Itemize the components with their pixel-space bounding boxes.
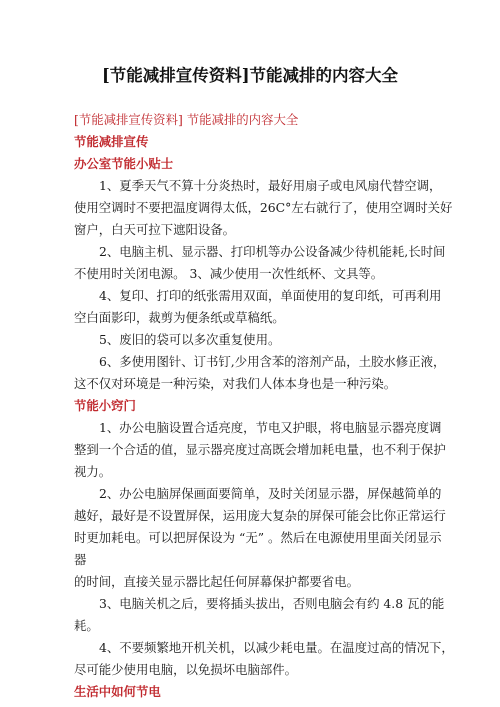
text-line: 使用空调时不要把温度调得太低，26C°左右就行了，使用空调时关好 [74,200,453,215]
document-title: [节能减排宣传资料]节能减排的内容大全 [101,66,399,85]
text-line: 4、复印、打印的纸张需用双面，单面使用的复印纸，可再利用 [99,288,442,303]
trick-paragraph-4 [74,637,454,681]
text-line: 这不仅对环境是一种污染，对我们人体本身也是一种污染。 [74,376,397,391]
tip-paragraph-4 [74,329,436,351]
header-link[interactable]: [节能减排宣传资料] 节能减排的内容大全 [74,112,299,127]
tip-paragraph-1 [74,175,453,241]
text-line: 耗。 [74,618,99,633]
text-line: 1、办公电脑设置合适亮度，节电又护眼，将电脑显示器亮度调 [99,420,442,435]
text-line: 2、办公电脑屏保画面要简单，及时关闭显示器，屏保越简单的 [99,486,442,501]
trick-paragraph-1 [74,417,446,483]
text-line: 6、多使用图针、订书钉,少用含苯的溶剂产品，土胶水修正液， [99,354,446,369]
text-line: 1、夏季天气不算十分炎热时，最好用扇子或电风扇代替空调， [99,178,442,193]
text-line: 视力。 [74,464,112,479]
section-heading-promotion: 节能减排宣传 [74,134,149,149]
text-line: 整到一个合适的值，显示器亮度过高既会增加耗电量，也不利于保护 [74,442,446,457]
trick-paragraph-2 [74,483,446,593]
tip-paragraph-5 [74,351,446,395]
tip-paragraph-2 [74,241,446,285]
text-line: 的时间，直接关显示器比起任何屏幕保护都要省电。 [74,574,359,589]
text-line: 空白面影印，裁剪为便条纸或草稿纸。 [74,310,285,325]
text-line: 不使用时关闭电源。 3、减少使用一次性纸杯、文具等。 [74,266,384,281]
text-line: 窗户，白天可拉下遮阳设备。 [74,222,236,237]
tip-paragraph-3 [74,285,442,329]
text-line: 越好，最好是不设置屏保，运用庞大复杂的屏保可能会比你正常运行 [74,508,446,523]
text-line: 5、废旧的袋可以多次重复使用。 [99,332,281,347]
text-line: 器 [74,552,87,567]
text-line: 2、电脑主机、显示器、打印机等办公设备减少待机能耗,长时间 [99,244,446,259]
text-line: 4、不要频繁地开机关机，以减少耗电量。在温度过高的情况下， [99,640,454,655]
section-heading-office-tips: 办公室节能小贴士 [74,156,174,171]
text-line: 3、电脑关机之后，要将插头拔出，否则电脑会有约 4.8 瓦的能 [99,596,445,611]
section-heading-tricks: 节能小窍门 [74,398,136,413]
text-line: 时更加耗电。可以把屏保设为 “无” 。然后在电源使用里面关闭显示 [74,530,442,545]
document-body [74,109,454,703]
text-line: 尽可能少使用电脑，以免损坏电脑部件。 [74,662,298,677]
trick-paragraph-3 [74,593,445,637]
section-heading-daily-life: 生活中如何节电 [74,684,161,699]
